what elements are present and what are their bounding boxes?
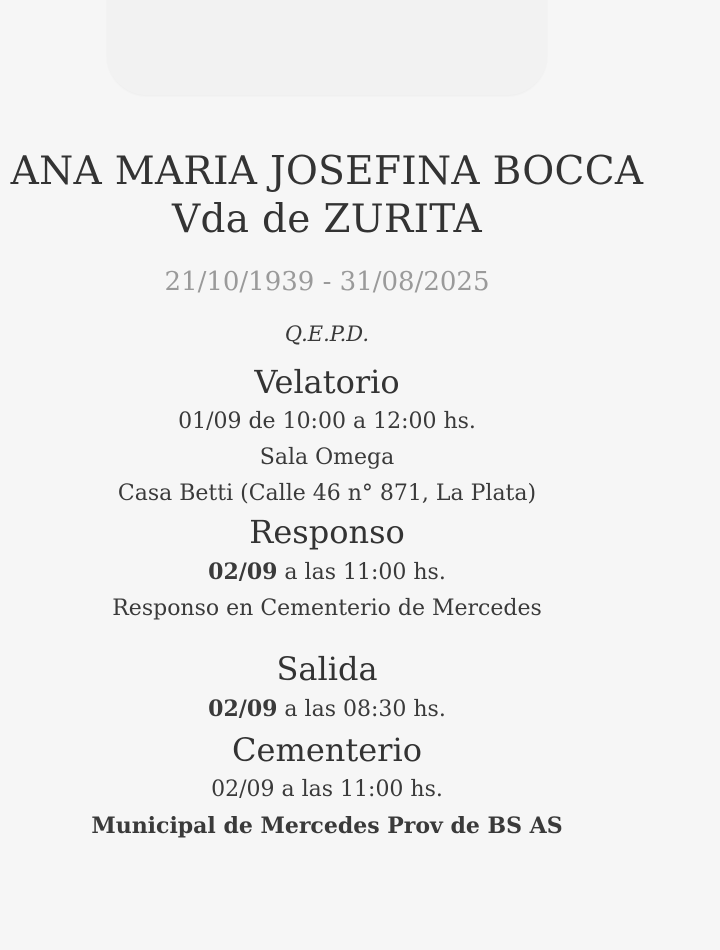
salida-section [0,649,654,728]
salida-time [0,691,654,728]
photo-placeholder [107,0,547,95]
life-dates: 21/10/1939 - 31/08/2025 [164,267,490,297]
salida-title: Salida [276,650,378,688]
velatorio-title: Velatorio [254,363,400,401]
velatorio-address: Casa Betti (Calle 46 n° 871, La Plata) [117,481,537,506]
salida-hour: a las 08:30 hs. [277,697,446,722]
velatorio-room: Sala Omega [259,445,395,470]
velatorio-section [0,362,654,512]
responso-time [0,554,654,591]
responso-date: 02/09 [208,559,278,585]
deceased-name [0,148,654,244]
responso-hour: a las 11:00 hs. [277,560,446,585]
name-line-1: ANA MARIA JOSEFINA BOCCA [10,149,644,194]
qepd-text: Q.E.P.D. [284,322,370,346]
responso-title: Responso [249,513,405,551]
velatorio-time: 01/09 de 10:00 a 12:00 hs. [178,409,476,434]
funeral-notice [0,148,654,844]
cementerio-section [0,730,654,844]
name-line-2: Vda de ZURITA [172,197,482,242]
responso-place: Responso en Cementerio de Mercedes [112,596,542,621]
cementerio-place: Municipal de Mercedes Prov de BS AS [91,813,563,839]
cementerio-time: 02/09 a las 11:00 hs. [211,777,443,802]
responso-section [0,512,654,627]
salida-date: 02/09 [208,696,278,722]
cementerio-title: Cementerio [232,731,422,769]
